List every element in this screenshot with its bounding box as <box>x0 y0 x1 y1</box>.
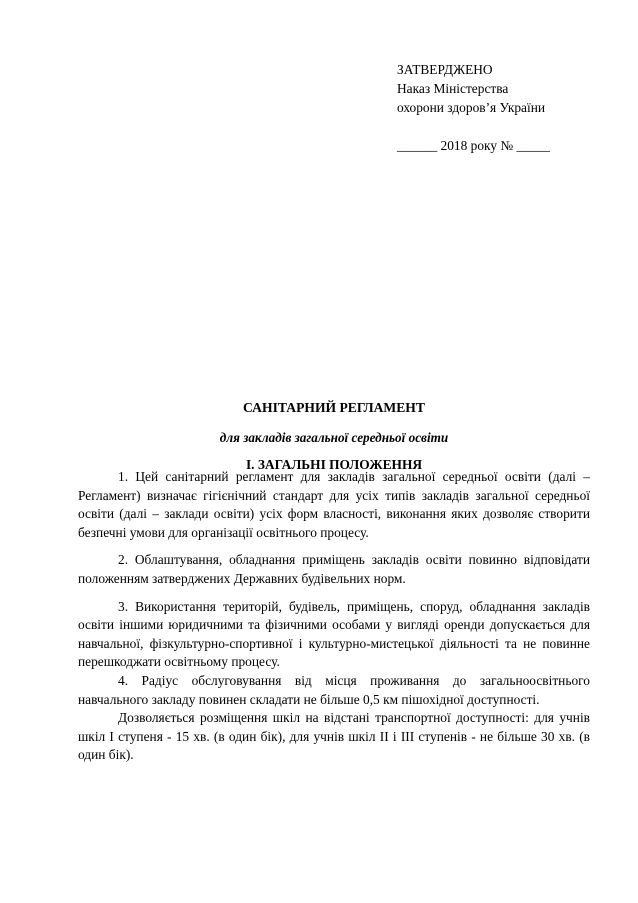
approval-heading: ЗАТВЕРДЖЕНО <box>397 62 493 77</box>
paragraph-4: 4. Радіус обслуговування від місця проживання до загальноосвітнього навчального закладу повинен складати не більше 0,5 км пішохідної доступності. <box>78 672 590 707</box>
document-title: САНІТАРНИЙ РЕГЛАМЕНТ <box>243 400 425 415</box>
paragraph-5: Дозволяється розміщення шкіл на відстані транспортної доступності: для учнів шкіл І ступеня - 15 хв. (в один бік), для учнів шкіл ІІ і ІІІ ступенів - не більше 30 хв. (в один бік). <box>78 710 590 763</box>
paragraph-1: 1. Цей санітарний регламент для закладів загальної середньої освіти (далі – Регламент) визначає гігієнічний стандарт для усіх типів закладів загальної середньої освіти (далі – заклади освіти) усіх форм власності, виконання яких дозволяє створити безпечні умови для організації освітнього процесу. <box>78 469 590 540</box>
document-subtitle: для закладів загальної середньої освіти <box>219 430 449 445</box>
approval-order-line: Наказ Міністерства <box>397 81 509 96</box>
approval-spacer <box>397 117 617 136</box>
paragraph-2: 2. Облаштування, обладнання приміщень закладів освіти повинно відповідати положенням затверджених Державних будівельних норм. <box>78 552 590 586</box>
approval-stamp-block <box>397 60 617 155</box>
section-heading: І. ЗАГАЛЬНІ ПОЛОЖЕННЯ <box>245 457 423 472</box>
document-body <box>78 468 590 765</box>
document-title-block <box>78 398 590 474</box>
approval-ministry-line: охорони здоров’я України <box>397 100 546 115</box>
approval-date-line: ______ 2018 року № _____ <box>397 138 550 153</box>
paragraph-3: 3. Використання територій, будівель, приміщень, споруд, обладнання закладів освіти іншими юридичними та фізичними особами у вигляді оренди допускається для навчальної, фізкультурно-спортивної і культурно-мистецької діяльності та не повинне перешкоджати освітньому процесу. <box>78 598 590 670</box>
